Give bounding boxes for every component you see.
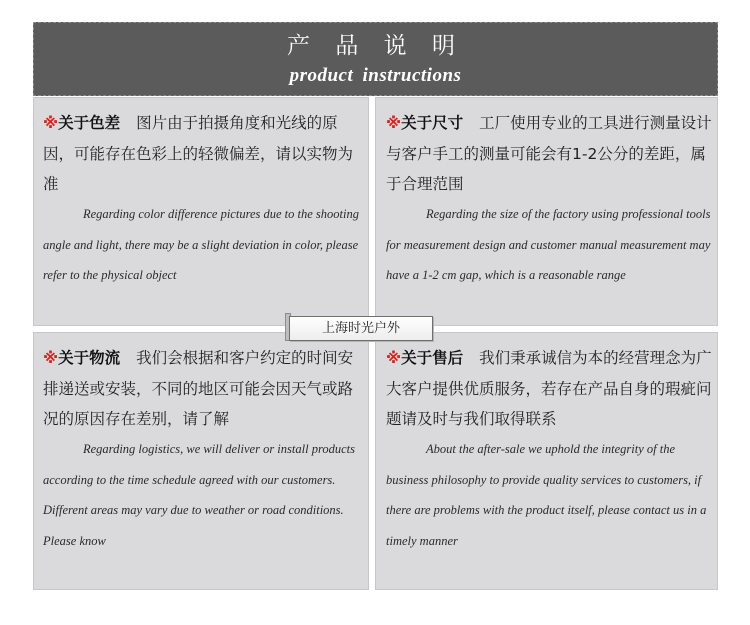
section-chinese-text	[43, 343, 365, 435]
store-name-tag	[285, 313, 433, 343]
section-description: 工厂使用专业的工具进行测量设计与客户手工的测量可能会有1-2公分的差距，属于合理范围	[386, 114, 712, 193]
section-english-text: Regarding color difference pictures due to the shooting angle and light, there may be a slight deviation in color, please refer to the physical object	[43, 207, 359, 282]
page-subtitle: product instructions	[289, 65, 462, 86]
section-description: 我们会根据和客户约定的时间安排递送或安装，不同的地区可能会因天气或路况的原因存在差别，请了解	[43, 349, 354, 428]
section-after-sale	[375, 332, 718, 590]
store-name: 上海时光户外	[289, 316, 433, 341]
reference-mark-icon: ※	[43, 114, 59, 132]
section-color-difference	[33, 97, 369, 326]
section-size	[375, 97, 718, 326]
section-english-text: Regarding logistics, we will deliver or install products according to the time schedule agreed with our customers. Different areas may vary due to weather or road conditions. Please know	[43, 442, 355, 548]
section-english-text: Regarding the size of the factory using professional tools for measurement design and customer manual measurement may have a 1-2 cm gap, which is a reasonable range	[386, 207, 711, 282]
reference-mark-icon: ※	[386, 349, 402, 367]
section-description: 图片由于拍摄角度和光线的原因，可能存在色彩上的轻微偏差，请以实物为准	[43, 114, 354, 193]
section-heading: 关于色差	[58, 114, 121, 132]
section-heading: 关于售后	[401, 349, 464, 367]
page-title: 产 品 说 明	[287, 33, 464, 59]
section-english-text: About the after-sale we uphold the integrity of the business philosophy to provide quality services to customers, if there are problems with the product itself, please contact us in a timely manner	[386, 442, 707, 548]
section-heading: 关于物流	[58, 349, 121, 367]
section-description: 我们秉承诚信为本的经营理念为广大客户提供优质服务，若存在产品自身的瑕疵问题请及时与我们取得联系	[386, 349, 712, 428]
section-heading: 关于尺寸	[401, 114, 464, 132]
section-chinese-text	[43, 108, 365, 200]
section-chinese-text	[386, 108, 714, 200]
section-logistics	[33, 332, 369, 590]
reference-mark-icon: ※	[386, 114, 402, 132]
section-chinese-text	[386, 343, 714, 435]
reference-mark-icon: ※	[43, 349, 59, 367]
header-banner	[33, 22, 718, 96]
